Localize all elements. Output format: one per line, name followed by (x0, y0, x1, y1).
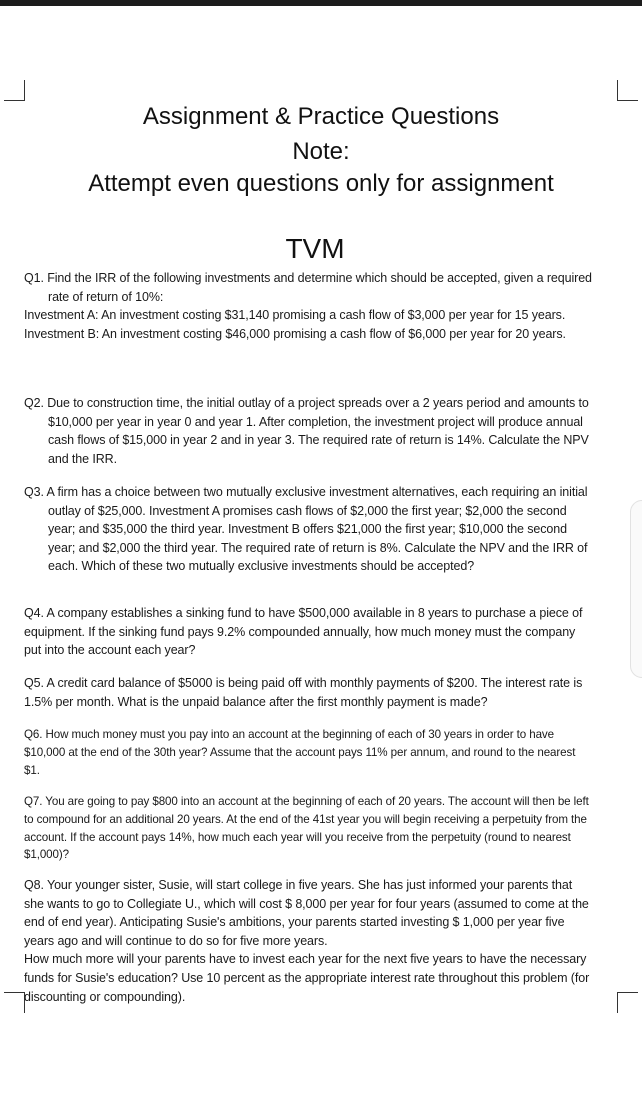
crop-mark-top-right (617, 80, 638, 101)
question-5-text: Q5. A credit card balance of $5000 is being paid off with monthly payments of $200. The interest rate is 1.5% per month. What is the unpaid balance after the first monthly payment is made? (24, 676, 583, 709)
question-6 (24, 726, 592, 779)
question-6-text: Q6. How much money must you pay into an account at the beginning of each of 30 years in order to have $10,000 at the end of the 30th year? Assume that the account pays 11% per annum, and round to the nearest $1. (24, 728, 576, 777)
question-4-text: Q4. A company establishes a sinking fund to have $500,000 available in 8 years to purchase a piece of equipment. If the sinking fund pays 9.2% compounded annually, how much money must the company put into the account each year? (24, 606, 583, 658)
question-1-investment-b: Investment B: An investment costing $46,000 promising a cash flow of $6,000 per year for 20 years. (24, 326, 566, 341)
question-7 (24, 793, 592, 864)
question-3 (24, 483, 592, 576)
question-8 (24, 876, 592, 1006)
assignment-instruction: Attempt even questions only for assignment (88, 170, 554, 197)
question-1 (24, 269, 592, 343)
section-title: TVM (285, 233, 345, 264)
question-2-text: Q2. Due to construction time, the initial outlay of a project spreads over a 2 years period and amounts to $10,000 per year in year 0 and year 1. After completion, the investment project will produce annual cash flows of $15,000 in year 2 and in year 3. The required rate of return is 14%. Calculate the NPV and the IRR. (24, 396, 589, 466)
question-4 (24, 604, 592, 660)
note-label: Note: (292, 138, 350, 165)
question-2 (24, 394, 592, 468)
crop-mark-top-left (4, 80, 25, 101)
question-3-text: Q3. A firm has a choice between two mutually exclusive investment alternatives, each requiring an initial outlay of $25,000. Investment A promises cash flows of $2,000 the first year; $2,000 the second year; and $35,000 the third year. Investment B offers $21,000 the first year; $10,000 the second year; and $2,000 the third year. The required rate of return is 8%. Calculate the NPV and the IRR of each. Which of these two mutually exclusive investments should be accepted? (24, 485, 588, 574)
scroll-handle[interactable] (630, 500, 642, 678)
top-edge-bar (0, 0, 642, 6)
question-7-text: Q7. You are going to pay $800 into an account at the beginning of each of 20 years. The account will then be left to compound for an additional 20 years. At the end of the 41st year you will begin receiving a perpetuity from the account. If the account pays 14%, how much each year will you receive from the perpetuity (round to nearest $1,000)? (24, 795, 589, 862)
question-1-investment-a: Investment A: An investment costing $31,140 promising a cash flow of $3,000 per year for 15 years. (24, 308, 566, 323)
question-8-question: How much more will your parents have to invest each year for the next five years to have the necessary funds for Susie's education? Use 10 percent as the appropriate interest rate throughout this problem (for discounting or compounding). (24, 952, 590, 1004)
question-8-text: Q8. Your younger sister, Susie, will start college in five years. She has just informed your parents that she wants to go to Collegiate U., which will cost $ 8,000 per year for four years (assumed to come at the end of end year). Anticipating Susie's ambitions, your parents started investing $ 1,000 per year five years ago and will continue to do so for five more years. (24, 878, 589, 948)
crop-mark-bottom-right (617, 992, 638, 1013)
question-1-text: Q1. Find the IRR of the following investments and determine which should be accepted, given a required rate of return of 10%: (24, 271, 592, 304)
crop-mark-bottom-left (4, 992, 25, 1013)
page-title: Assignment & Practice Questions (142, 103, 500, 130)
question-5 (24, 674, 592, 711)
